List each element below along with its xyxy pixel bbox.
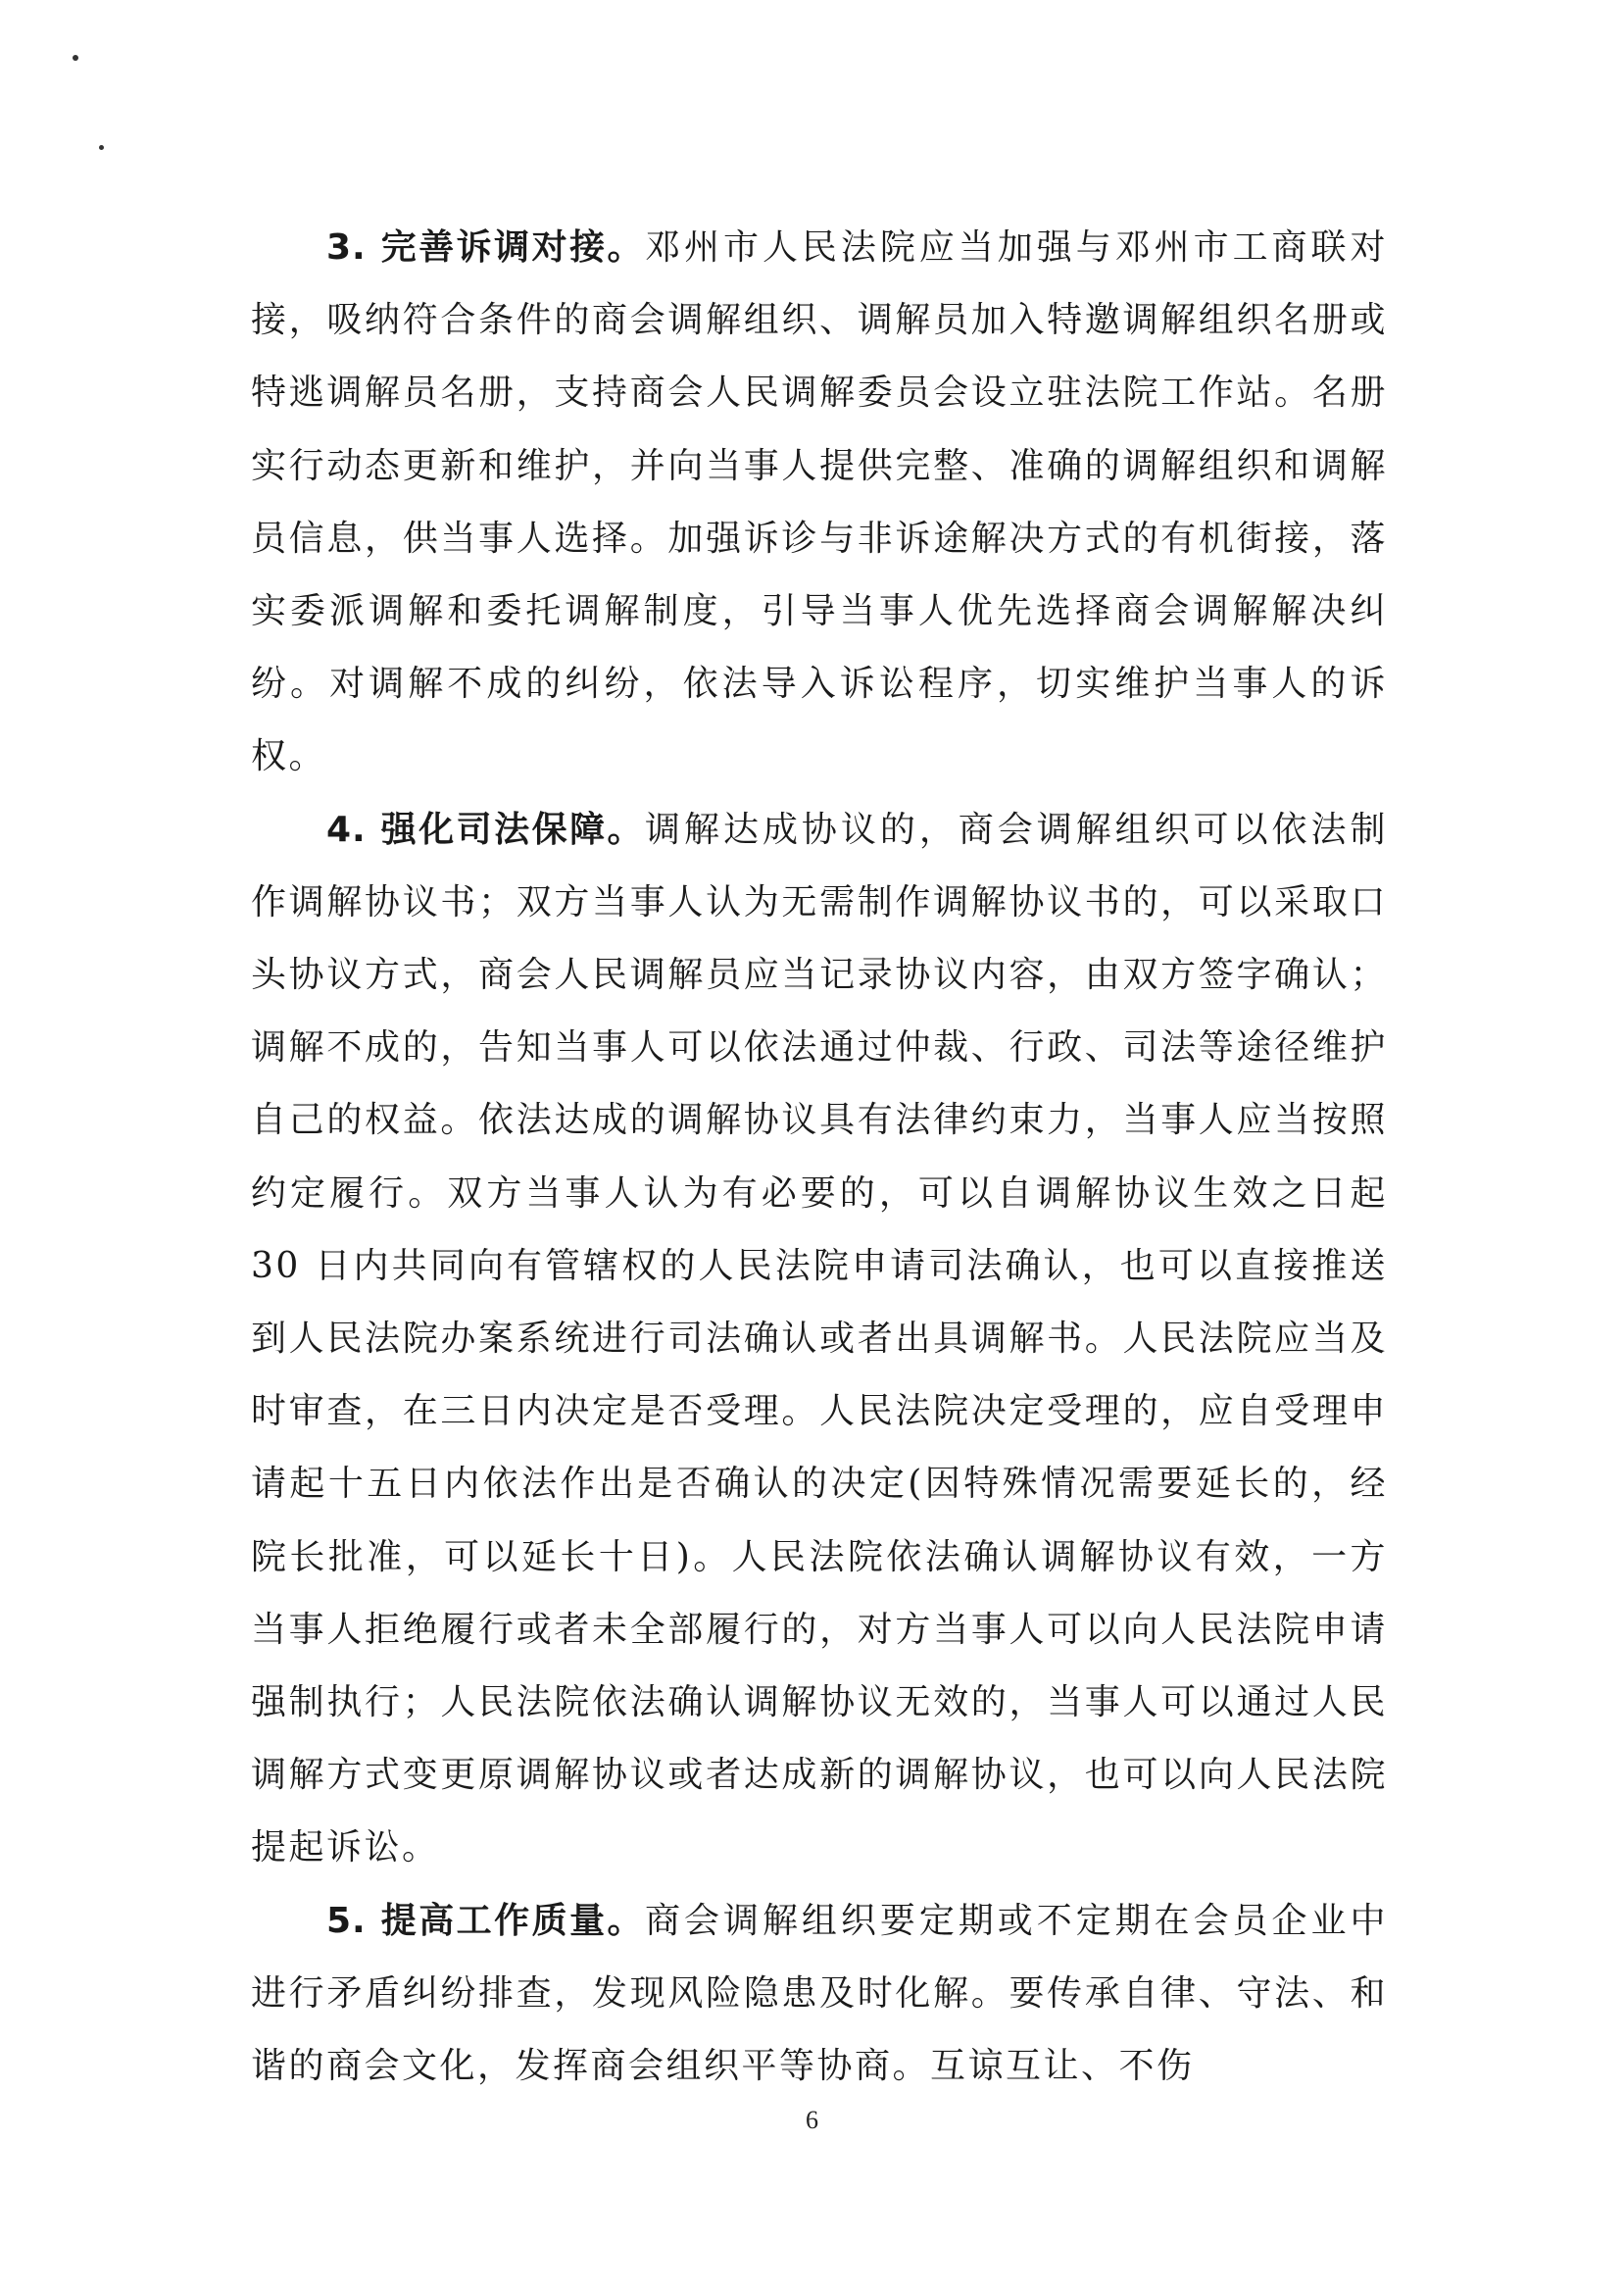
paragraph-5-text: 商会调解组织要定期或不定期在会员企业中进行矛盾纠纷排查，发现风险隐患及时化解。要传承自律、守法、和谐的商会文化，发挥商会组织平等协商。互谅互让、不伤: [251, 1900, 1388, 2087]
paragraph-3-text: 邓州市人民法院应当加强与邓州市工商联对接，吸纳符合条件的商会调解组织、调解员加入特邀调解组织名册或特逃调解员名册，支持商会人民调解委员会设立驻法院工作站。名册实行动态更新和维护，并向当事人提供完整、准确的调解组织和调解员信息，供当事人选择。加强诉诊与非诉途解决方式的有机街接，落实委派调解和委托调解制度，引导当事人优先选择商会调解解决纠纷。对调解不成的纠纷，依法导入诉讼程序，切实维护当事人的诉权。: [251, 227, 1388, 777]
paragraph-4-text: 调解达成协议的，商会调解组织可以依法制作调解协议书；双方当事人认为无需制作调解协议书的，可以采取口头协议方式，商会人民调解员应当记录协议内容，由双方签字确认；调解不成的，告知当事人可以依法通过仲裁、行政、司法等途径维护自己的权益。依法达成的调解协议具有法律约束力，当事人应当按照约定履行。双方当事人认为有必要的，可以自调解协议生效之日起 30 日内共同向有管辖权的人民法院申请司法确认，也可以直接推送到人民法院办案系统进行司法确认或者出具调解书。人民法院应当及时审查，在三日内决定是否受理。人民法院决定受理的，应自受理申请起十五日内依法作出是否确认的决定(因特殊情况需要延长的，经院长批准，可以延长十日)。人民法院依法确认调解协议有效，一方当事人拒绝履行或者未全部履行的，对方当事人可以向人民法院申请强制执行；人民法院依法确认调解协议无效的，当事人可以通过人民调解方式变更原调解协议或者达成新的调解协议，也可以向人民法院提起诉讼。: [251, 809, 1388, 1868]
paragraph-5-heading: 5. 提高工作质量。: [326, 1900, 646, 1941]
paragraph-3: [251, 212, 1388, 794]
document-body: [251, 212, 1388, 2103]
page-number: 6: [806, 2106, 818, 2134]
paragraph-4: [251, 794, 1388, 1885]
paragraph-5: [251, 1885, 1388, 2104]
paragraph-3-heading: 3. 完善诉调对接。: [326, 227, 646, 268]
paragraph-4-heading: 4. 强化司法保障。: [326, 809, 646, 850]
scan-speck: [73, 55, 78, 61]
scan-speck: [99, 145, 104, 150]
